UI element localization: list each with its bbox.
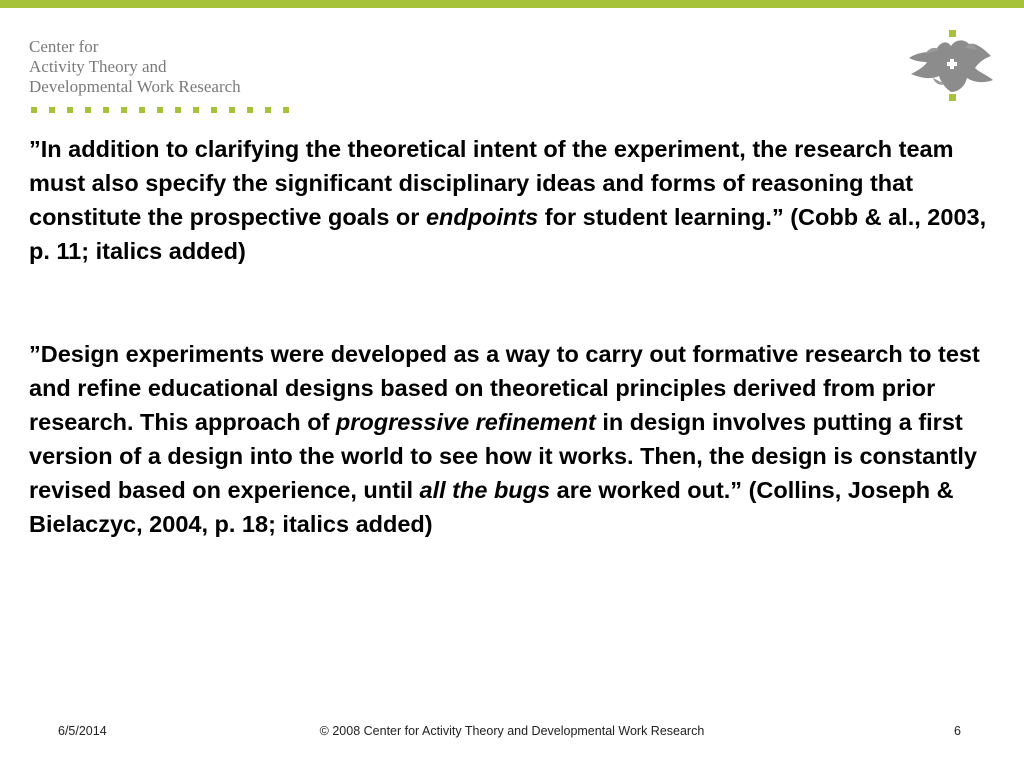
org-logo-line: Center for xyxy=(29,37,99,56)
quote-paragraph-cobb xyxy=(29,132,1004,268)
university-flame-emblem-icon xyxy=(905,28,997,104)
quote-italic-segment: progressive refinement xyxy=(335,409,596,435)
footer-page-number: 6 xyxy=(954,724,961,738)
quote-text-segment: ”In addition to clarifying the theoretical intent of the experiment, the research team must also specify the significant disciplinary ideas and forms of reasoning that constitute the prospective goals or xyxy=(29,136,954,230)
slide-content xyxy=(29,132,1004,541)
quote-text-segment: in design involves putting a first version of a design into the world to see how it works. Then, the design is constantly revised based on experience, until xyxy=(29,409,977,503)
logo-dot-row xyxy=(31,107,289,113)
quote-text-segment: are worked out.” (Collins, Joseph & Bielaczyc, 2004, p. 18; italics added) xyxy=(29,477,954,537)
org-logo-line: Developmental Work Research xyxy=(29,77,241,96)
top-accent-bar xyxy=(0,0,1024,8)
footer-date: 6/5/2014 xyxy=(58,724,107,738)
org-logo-text xyxy=(29,37,241,97)
org-logo-line: Activity Theory and xyxy=(29,57,167,76)
quote-italic-segment: all the bugs xyxy=(419,477,551,503)
quote-paragraph-collins xyxy=(29,337,1004,541)
quote-text-segment: ”Design experiments were developed as a way to carry out formative research to test and refine educational designs based on theoretical principles derived from prior research. This approach of xyxy=(29,341,980,435)
footer-copyright: © 2008 Center for Activity Theory and Developmental Work Research xyxy=(319,724,705,738)
quote-text-segment: for student learning.” (Cobb & al., 2003, p. 11; italics added) xyxy=(29,204,987,264)
quote-italic-segment: endpoints xyxy=(425,204,539,230)
